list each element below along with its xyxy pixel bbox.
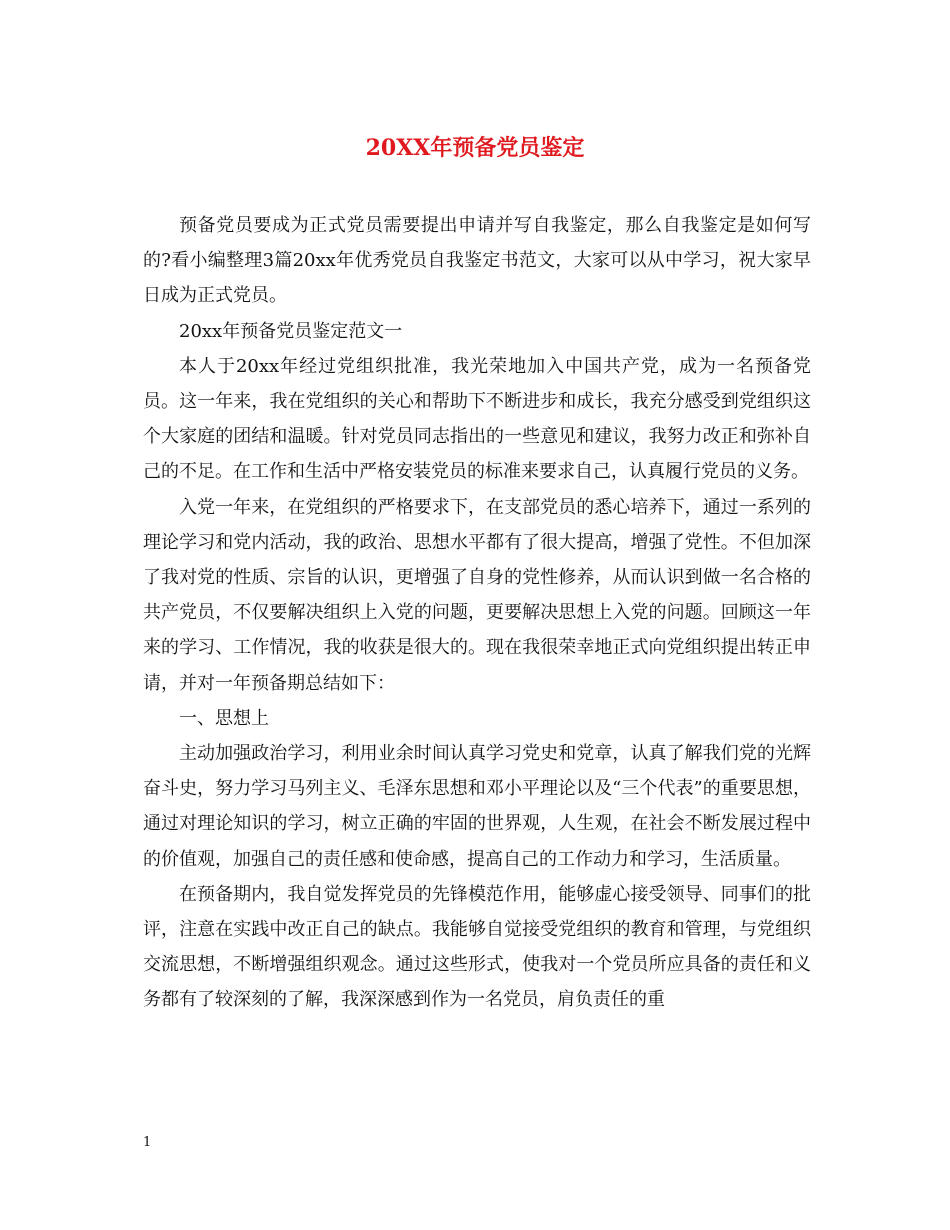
section-heading-thought: 一、思想上	[179, 707, 269, 729]
paragraph-probation-period: 在预备期内，我自觉发挥党员的先锋模范作用，能够虚心接受领导、同事们的批评，注意在实践中改正自己的缺点。我能够自觉接受党组织的教育和管理，与党组织交流思想，不断增强组织观念。通过这些形式，使我对一个党员所应具备的责任和义务都有了较深刻的了解，我深深感到作为一名党员，肩负责任的重	[143, 883, 811, 1011]
section-heading-sample-one: 20xx年预备党员鉴定范文一	[179, 320, 403, 342]
paragraph-admission: 本人于20xx年经过党组织批准，我光荣地加入中国共产党，成为一名预备党员。这一年来，我在党组织的关心和帮助下不断进步和成长，我充分感受到党组织这个大家庭的团结和温暖。针对党员同志指出的一些意见和建议，我努力改正和弥补自己的不足。在工作和生活中严格安装党员的标准来要求自己，认真履行党员的义务。	[143, 355, 811, 483]
page-number: 1	[143, 1135, 152, 1150]
paragraph-political-study: 主动加强政治学习，利用业余时间认真学习党史和党章，认真了解我们党的光辉奋斗史，努力学习马列主义、毛泽东思想和邓小平理论以及“三个代表”的重要思想，通过对理论知识的学习，树立正确的牢固的世界观，人生观，在社会不断发展过程中的价值观，加强自己的责任感和使命感，提高自己的工作动力和学习，生活质量。	[143, 743, 811, 870]
paragraph-intro: 预备党员要成为正式党员需要提出申请并写自我鉴定，那么自我鉴定是如何写的?看小编整理3篇20xx年优秀党员自我鉴定书范文，大家可以从中学习，祝大家早日成为正式党员。	[143, 215, 811, 307]
document-title: 20XX年预备党员鉴定	[365, 135, 585, 161]
document-body	[143, 208, 811, 1018]
paragraph-one-year-review: 入党一年来，在党组织的严格要求下，在支部党员的悉心培养下，通过一系列的理论学习和党内活动，我的政治、思想水平都有了很大提高，增强了党性。不但加深了我对党的性质、宗旨的认识，更增强了自身的党性修养，从而认识到做一名合格的共产党员，不仅要解决组织上入党的问题，更要解决思想上入党的问题。回顾这一年来的学习、工作情况，我的收获是很大的。现在我很荣幸地正式向党组织提出转正申请，并对一年预备期总结如下：	[143, 496, 811, 694]
